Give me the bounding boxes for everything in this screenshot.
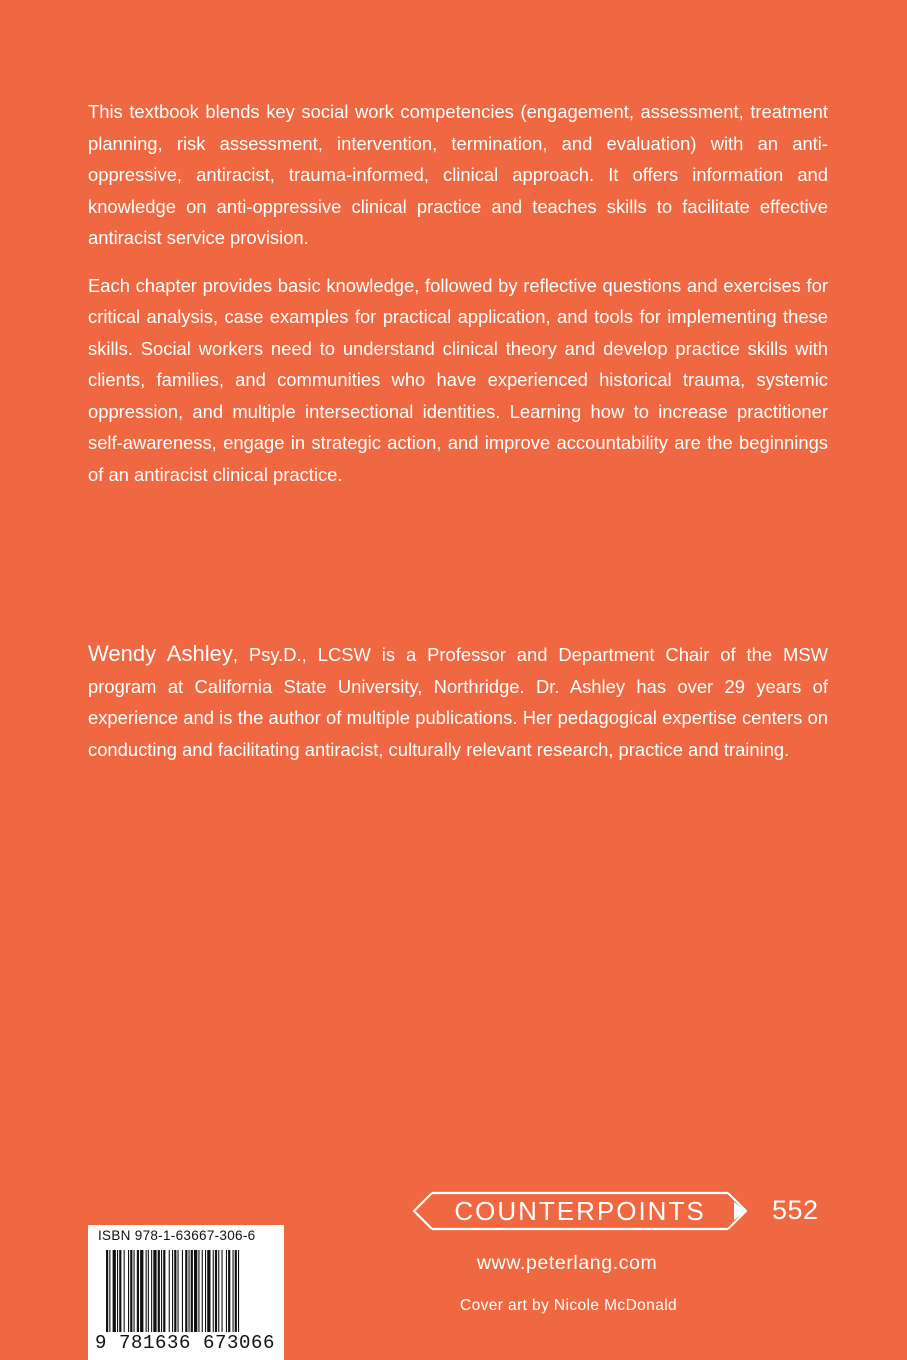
barcode-bar [117,1250,118,1334]
barcode-bar [198,1250,199,1334]
description-paragraph-1: This textbook blends key social work competencies (engagement, assessment, treatment planning, risk assessment, intervention, termination, and evaluation) with an anti-oppressive, antiracist, trauma-informed, clinical approach. It offers information and knowledge on anti-oppressive clinical practice and teaches skills to facilitate effective antiracist service provision. [88,101,828,248]
isbn-label: ISBN 978-1-63667-306-6 [98,1228,256,1243]
series-logo [410,1187,768,1235]
author-bio-text: , LCSW is a Professor and Department Chair of the MSW program at California State University, Northridge. Dr. Ashley has over 29 years of experience and is the author of multiple publications. Her pedagogical expertise centers on conducting and facilitating antiracist, culturally relevant research, practice and training. [88,644,828,760]
barcode-bar [233,1250,234,1334]
barcode-bar [109,1250,110,1345]
barcode-bar [172,1250,173,1334]
barcode-bar [140,1250,143,1334]
barcode-bar [148,1250,149,1334]
description-paragraph-2: Each chapter provides basic knowledge, followed by reflective questions and exercises for critical analysis, case examples for practical application, and tools for implementing these skills. Social workers need to understand clinical theory and develop practice skills with clients, families, and communities who have experienced historical trauma, systemic oppression, and multiple intersectional identities. Learning how to increase practitioner self-awareness, engage in strategic action, and improve accountability are the beginnings of an antiracist clinical practice. [88,274,828,485]
barcode-digits: 9 781636 673066 [95,1332,276,1354]
barcode-bar [119,1250,121,1334]
barcode-bar [228,1250,230,1334]
counterpoints-logo-graphic [410,1187,768,1235]
barcode-bar [113,1250,116,1334]
barcode-bar [215,1250,217,1334]
barcode-bar [226,1250,227,1334]
barcode-bar [128,1250,129,1334]
barcode-bar [137,1250,139,1334]
book-description [88,96,828,506]
barcode-bar [161,1250,162,1334]
barcode-bar [213,1250,214,1334]
author-name: Wendy Ashley [88,641,233,666]
barcode-bar [178,1250,179,1345]
barcode-bar [182,1250,183,1334]
author-credentials: , Psy.D. [232,644,302,665]
series-number: 552 [772,1195,819,1225]
barcode-bar [202,1250,203,1334]
barcode-bar [174,1250,176,1345]
barcode-bar [235,1250,237,1334]
barcode-bar [222,1250,223,1334]
author-bio-paragraph [88,638,828,765]
barcode-bar [106,1250,108,1345]
series-logo-text: COUNTERPOINTS [454,1196,706,1226]
isbn-barcode [88,1225,284,1360]
barcode-bar [124,1250,125,1334]
barcode-bar [205,1250,206,1334]
barcode-bar [194,1250,197,1334]
logo-left-chevron [414,1193,432,1229]
barcode-bar [134,1250,135,1334]
cover-art-credit: Cover art by Nicole McDonald [460,1297,678,1314]
barcode-graphic [106,1250,274,1345]
author-bio [88,638,828,765]
barcode-bar [169,1250,170,1334]
barcode-bar [163,1250,165,1334]
barcode-bar [189,1250,190,1334]
barcode-bar [185,1250,187,1334]
barcode-bar [153,1250,156,1334]
barcode-bar [146,1250,147,1334]
publisher-url[interactable]: www.peterlang.com [477,1252,658,1274]
barcode-bars [106,1250,274,1345]
barcode-bar [130,1250,132,1334]
barcode-bar [238,1250,239,1334]
barcode-bar [151,1250,152,1334]
barcode-bar [158,1250,160,1334]
barcode-bar [207,1250,210,1334]
barcode-bar [218,1250,219,1334]
barcode-bar [191,1250,193,1334]
